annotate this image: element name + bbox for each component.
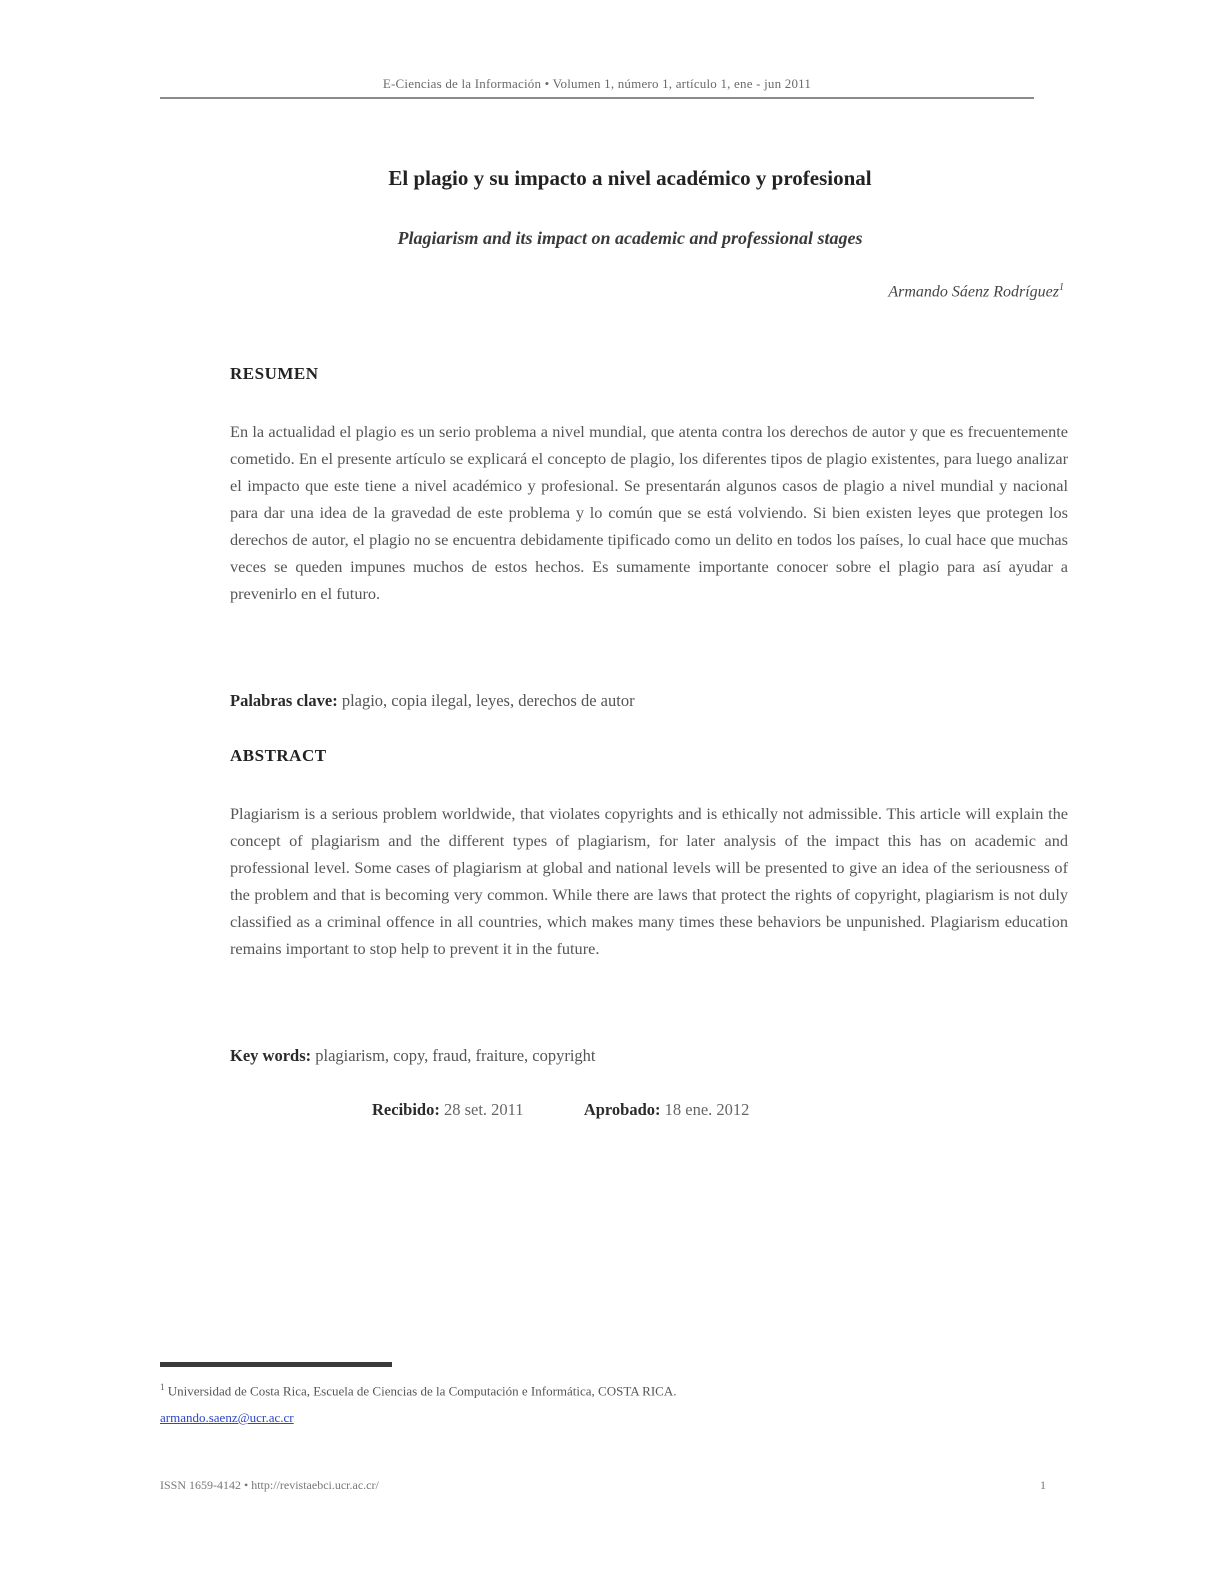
author-email-link[interactable]: armando.saenz@ucr.ac.cr	[160, 1410, 294, 1425]
abstract-keywords	[230, 1046, 1070, 1066]
approved-label: Aprobado:	[583, 1100, 661, 1119]
footnote-affiliation	[160, 1382, 1020, 1399]
submission-dates	[372, 1100, 749, 1120]
author-footnote-mark: 1	[1059, 282, 1064, 293]
running-header: E-Ciencias de la Información • Volumen 1, número 1, artículo 1, ene - jun 2011	[382, 76, 812, 91]
resumen-keywords	[230, 691, 1070, 711]
footnote-mark: 1	[160, 1382, 165, 1392]
received-label: Recibido:	[372, 1100, 440, 1119]
abstract-keywords-label: Key words:	[230, 1046, 312, 1065]
received-date: 28 set. 2011	[439, 1100, 524, 1119]
article-title-english: Plagiarism and its impact on academic and professional stages	[397, 228, 863, 248]
abstract-heading: ABSTRACT	[230, 746, 327, 765]
page-footer: ISSN 1659-4142 • http://revistaebci.ucr.ac.cr/	[160, 1478, 379, 1492]
abstract-body: Plagiarism is a serious problem worldwide, that violates copyrights and is ethically not admissible. This article will explain the concept of plagiarism and the different types of plagiarism, for later analysis of the impact this has on academic and professional level. Some cases of plagiarism at global and national levels will be presented to give an idea of the seriousness of the problem and that is becoming very common. While there are laws that protect the rights of copyright, plagiarism is not duly classified as a criminal offence in all countries, which makes many times these behaviors be unpunished. Plagiarism education remains important to stop help to prevent it in the future.	[230, 804, 1068, 958]
page-number: 1	[1040, 1478, 1046, 1492]
author-line	[888, 282, 1064, 301]
author-name: Armando Sáenz Rodríguez	[888, 283, 1059, 301]
resumen-keywords-label: Palabras clave:	[230, 691, 338, 710]
footnote-affiliation-text: Universidad de Costa Rica, Escuela de Ciencias de la Computación e Informática, COSTA RICA.	[164, 1383, 677, 1399]
approved-date: 18 ene. 2012	[660, 1100, 750, 1119]
footnote-divider	[160, 1362, 392, 1367]
abstract-keywords-list: plagiarism, copy, fraud, fraiture, copyright	[311, 1046, 596, 1065]
resumen-heading: RESUMEN	[230, 364, 319, 383]
resumen-body: En la actualidad el plagio es un serio problema a nivel mundial, que atenta contra los derechos de autor y que es frecuentemente cometido. En el presente artículo se explicará el concepto de plagio, los diferentes tipos de plagio existentes, para luego analizar el impacto que este tiene a nivel académico y profesional. Se presentarán algunos casos de plagio a nivel mundial y nacional para dar una idea de la gravedad de este problema y lo común que se está volviendo. Si bien existen leyes que protegen los derechos de autor, el plagio no se encuentra debidamente tipificado como un delito en todos los países, lo cual hace que muchas veces se queden impunes muchos de estos hechos. Es sumamente importante conocer sobre el plagio para así ayudar a prevenirlo en el futuro.	[230, 422, 1068, 603]
article-title: El plagio y su impacto a nivel académico y profesional	[388, 166, 872, 190]
header-divider	[160, 97, 1034, 99]
resumen-keywords-list: plagio, copia ilegal, leyes, derechos de autor	[337, 691, 635, 710]
